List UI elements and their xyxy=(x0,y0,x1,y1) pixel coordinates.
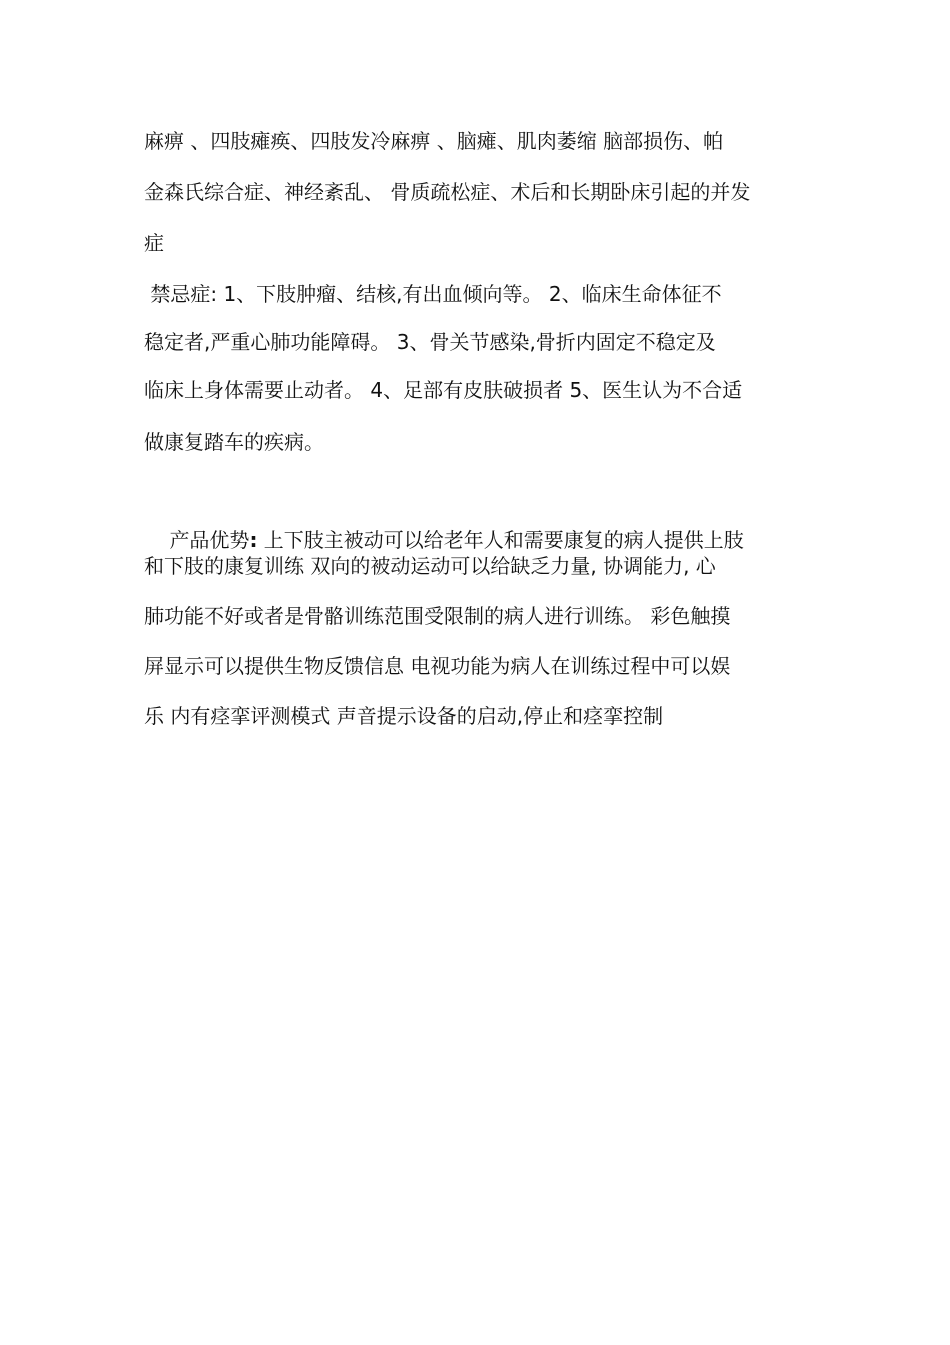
contraindications-line-2: 稳定者,严重心肺功能障碍。 3、骨关节感染,骨折内固定不稳定及 xyxy=(144,330,716,354)
contraindications-line-1: 禁忌症: 1、下肢肿瘤、结核,有出血倾向等。 2、临床生命体征不 xyxy=(144,282,722,306)
advantages-label: 产品优势 xyxy=(169,528,250,552)
advantages-line-3: 肺功能不好或者是骨骼训练范围受限制的病人进行训练。 彩色触摸 xyxy=(144,604,731,628)
indications-line-1: 麻痹 、四肢瘫痪、四肢发冷麻痹 、脑瘫、肌肉萎缩 脑部损伤、帕 xyxy=(144,129,724,153)
contraindications-line-3: 临床上身体需要止动者。 4、足部有皮肤破损者 5、医生认为不合适 xyxy=(144,378,743,402)
advantages-first-line-text: 上下肢主被动可以给老年人和需要康复的病人提供上肢 xyxy=(257,528,744,552)
contraindications-line-4: 做康复踏车的疾病。 xyxy=(144,430,324,454)
indications-line-3: 症 xyxy=(144,231,164,255)
advantages-line-5: 乐 内有痉挛评测模式 声音提示设备的启动,停止和痉挛控制 xyxy=(144,704,664,728)
advantages-colon: : xyxy=(249,528,258,552)
advantages-line-4: 屏显示可以提供生物反馈信息 电视功能为病人在训练过程中可以娱 xyxy=(144,654,731,678)
indications-line-2: 金森氏综合症、神经紊乱、 骨质疏松症、术后和长期卧床引起的并发 xyxy=(144,180,751,204)
advantages-line-2: 和下肢的康复训练 双向的被动运动可以给缺乏力量, 协调能力, 心 xyxy=(144,554,716,578)
